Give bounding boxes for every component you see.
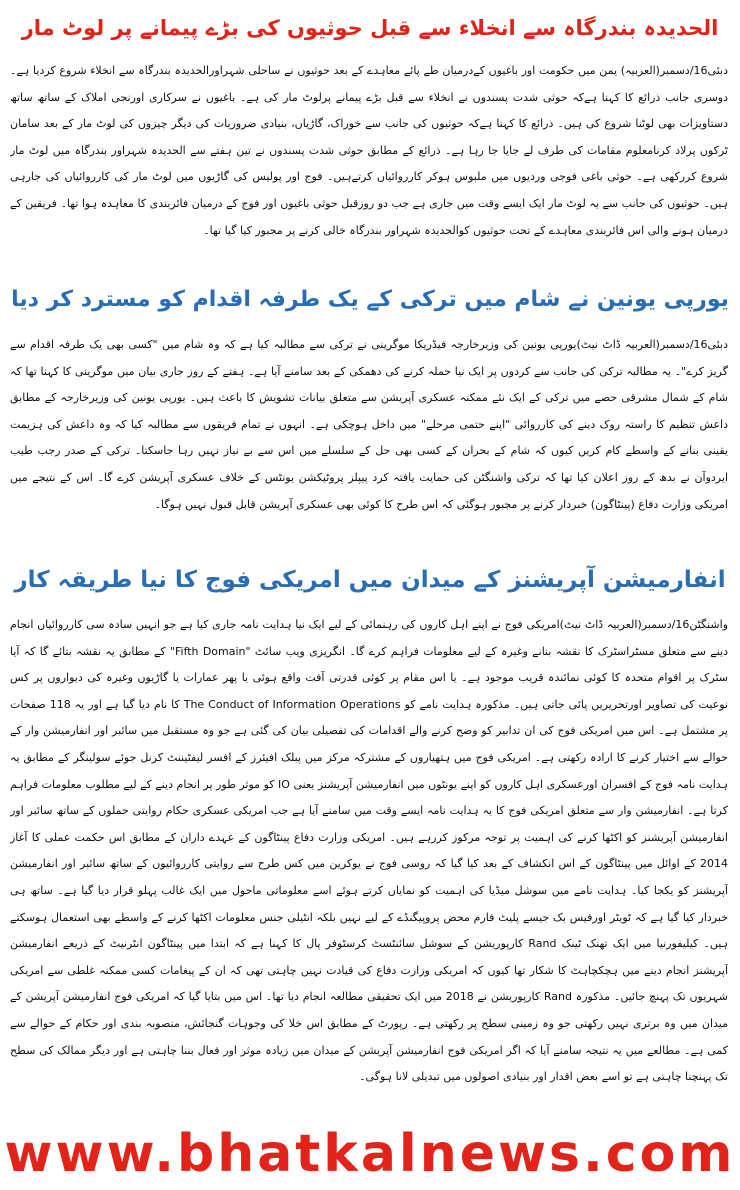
article-2-body: دبئی16/دسمبر(العربیہ ڈاٹ نیٹ)یورپی یونین کی وزیرخارجہ فیڈریکا موگرینی نے ترکی سے مطالبہ کیا ہے کہ وہ شام میں "کسی بھی یک طرفہ اقدام سے گریز کرے"۔ یہ مطالبہ ترکی کی جانب سے کردوں پر ایک نیا حملہ کرنے کی دھمکی کے بعد سامنے آیا ہے۔ ہفتے کے روز جاری بیان میں موگرینی کا کہنا تھا کہ شام کے شمال مشرقی حصے میں ترکی کے ایک نئے ممکنہ عسکری آپریشن سے متعلق بیانات تشویش کا باعث ہیں۔ یورپی یونین کی وزیرخارجہ کے مطابق داعش تنظیم کا راستہ روک دینے کی کارروائی "اپنے حتمی مرحلے" میں داخل ہوچکی ہے۔ انہوں نے تمام فریقوں سے مطالبہ کیا کہ وہ داعش کی ہزیمت یقینی بنانے کے واسطے کام کریں کیوں کہ شام کے بحران کے کسی بھی حل کے سلسلے میں اس سے بے نیاز نہیں رہا جاسکتا۔ ترکی کے صدر رجب طیب ایردوآن نے بدھ کے روز اعلان کیا تھا کہ ترکی واشنگٹن کی حمایت یافتہ کرد پیپلز پروٹیکشن یونٹس کے خلاف عسکری آپریشن کرے گا۔ اس کے نتیجے میں امریکی وزارت دفاع (پینٹاگون) خبردار کرنے پر مجبور ہوگئی کہ اس طرح کا کوئی بھی عسکری آپریشن قابل قبول نہیں ہوگا۔ bbox=[10, 338, 728, 511]
article-2-headline: یورپی یونین نے شام میں ترکی کے یک طرفہ اقدام کو مسترد کر دیا bbox=[11, 287, 729, 312]
article-1-headline: الحدیدہ بندرگاہ سے انخلاء سے قبل حوثیوں کی بڑے پیمانے پر لوٹ مار bbox=[21, 16, 719, 40]
article-3-headline: انفارمیشن آپریشنز کے میدان میں امریکی فوج کا نیا طریقہ کار bbox=[14, 567, 726, 593]
website-url-banner: www.bhatkalnews.com bbox=[4, 1124, 736, 1184]
article-3-body: واشنگٹن16/دسمبر(العربیہ ڈاٹ نیٹ)امریکی فوج نے اپنے اہل کاروں کی رہنمائی کے لیے ایک نیا ہدایت نامہ جاری کیا ہے جو انہیں سادہ سی کارروائیاں انجام دینے سے متعلق مسٹراسٹرک کا نقشہ بنانے وغیرہ کے لیے معلومات فراہم کرے گا۔ انگریزی ویب سائٹ "Fifth Domain" کے مطابق یہ نقشہ بتائے گا کہ آیا سٹرک پر اقوام متحدہ کا کوئی نمائندہ قریب موجود ہے۔ یا اس مقام پر کوئی قدرتی آفت واقع ہوئی یا پھر عمارات یا گاڑیوں وغیرہ کی دیواروں پر کس نوعیت کی تصاویر اورتحریریں پائی جاتی ہیں۔ مذکورہ ہدایت نامے کو The Conduct of Information Operations کا نام دیا گیا ہے اور یہ 118 صفحات پر مشتمل ہے۔ اس میں امریکی فوج کی ان تدابیر کو وضح کرنے والے اقدامات کی تفصیلی بیان کی گئی ہے جو وہ مستقبل میں سائبر اور انفارمیشن وار کے حوالے سے اختیار کرنے کا ارادہ رکھتی ہے۔ امریکی فوج میں ہتھیاروں کے مشترکہ مرکز میں پبلک افیئرز کے افسر لیفٹیننٹ کرنل جوئے سولینگر کے مطابق یہ ہدایت نامہ فوج کے افسران اورعسکری اہل کاروں کو اپنے یونٹوں میں انفارمیشن آپریشنز یعنی IO کو موثر طور پر انجام دینے کے لیے مطلوب معلومات فراہم کرتا ہے۔ انفارمیشن وار سے متعلق امریکی فوج کا یہ ہدایت نامہ ایسے وقت میں سامنے آیا ہے جب امریکی عسکری حکام روایتی حملوں کے ساتھ سائبر اور انفارمیشن آپریشنز کو اکٹھا کرنے کی اہمیت پر توجہ مرکوز کررہے ہیں۔ امریکی وزارت دفاع پینٹاگون کے عہدے داران کے مطابق اس حکمت عملی کا آغاز 2014 کے اوائل میں پینٹاگون کے اس انکشاف کے بعد کیا گیا کہ روسی فوج نے یوکرین میں کس طرح سے روایتی کارروائیوں کے ساتھ سائبر اور انفارمیشن آپریشنز کو یکجا کیا۔ ہدایت نامے میں سوشل میڈیا کی اہمیت کو نمایاں کرتے ہوئے اسے معلوماتی ماحول میں ایک غالب پہلو قرار دیا گیا ہے۔ ساتھ ہی خبردار کیا گیا ہے کہ ٹویٹر اورفیس بک جیسے پلیٹ فارم محض پروپیگنڈے کے لیے نہیں بلکہ انٹیلی جنس معلومات اکٹھا کرنے کے واسطے بھی استعمال ہوسکتے ہیں۔ کیلیفورنیا میں ایک تھنک ٹینک Rand کارپوریشن کے سوشل سائنٹسٹ کرسٹوفر پال کا کہنا ہے کہ ابتدا میں پینٹاگون انٹرنیٹ کے ذریعے انفارمیشن آپریشنز انجام دینے میں ہچکچاہٹ کا شکار تھا کیوں کہ امریکی وزارت دفاع کی قیادت نہیں چاہتی تھی کہ ان کے پیغامات کسی ممکنہ غلطی سے امریکی شہریوں تک پہنچ جائیں۔ مذکورہ Rand کارپوریشن نے 2018 میں ایک تحقیقی مطالعہ انجام دیا تھا۔ اس میں بتایا گیا کہ امریکی فوج انفارمیشن آپریشن کے میدان میں وہ برتری نہیں رکھتی جو وہ زمینی سطح پر رکھتی ہے۔ رپورٹ کے مطابق اس خلا کی وجوہات گنجائش، منصوبہ بندی اور حکام کے حوالے سے کمی ہے۔ مطالعے میں یہ نتیجہ سامنے آیا کہ اگر امریکی فوج انفارمیشن آپریشن کے میدان میں زیادہ موثر اور فعال بننا چاہتی ہے اور دیگر ممالک کی سطح تک پہنچنا چاہتی ہے تو اسے بعض اقدار اور بنیادی اصولوں میں تبدیلی لانا ہوگی۔ bbox=[10, 618, 728, 1084]
article-1-body: دبئی16/دسمبر(العربیہ) یمن میں حکومت اور باغیوں کےدرمیان طے پائے معاہدے کے بعد حوثیوں نے ساحلی شہراورالحدیدہ بندرگاہ سے انخلاء شروع کردیا ہے۔ دوسری جانب ذرائع کا کہنا ہےکہ حوثی شدت پسندوں نے انخلاء سے قبل بڑے پیمانے پرلوٹ مار کی ہے۔ باغیوں نے سرکاری اورنجی املاک کے ساتھ ساتھ دستاویزات بھی لوٹنا شروع کی ہیں۔ ذرائع کا کہنا ہےکہ حوثیوں کی جانب سے خوراک، گاڑیاں، بنیادی ضروریات کی دیگر چیزوں کی لوٹ مار کے بعد سامان ٹرکوں پرلاد کرنامعلوم مقامات کی طرف لے جایا جا رہا ہے۔ ذرائع کے مطابق حوثی شدت پسندوں نے تین ہفتے سے الحدیدہ شہراور بندرگاہ میں لوٹ مار شروع کررکھی ہے۔ حوثی باغی فوجی وردیوں میں ملبوس ہوکر کارروائیاں کرتےہیں۔ فوج اور پولیس کی گاڑیوں میں لوٹ مار کی کارروائیاں کی جارہی ہیں۔ حوثیوں کی جانب سے یہ لوٹ مار ایک ایسے وقت میں جاری ہے جب دو روزقبل حوثی باغیوں اور فوج کے درمیان فائربندی کا معاہدہ ہوا تھا۔ فریقین کے درمیان ہونے والی اس فائربندی معاہدے کے تحت حوثیوں کوالحدیدہ شہراور بندرگاہ خالی کرنے پر مجبور کیا گیا تھا۔ bbox=[10, 64, 728, 237]
